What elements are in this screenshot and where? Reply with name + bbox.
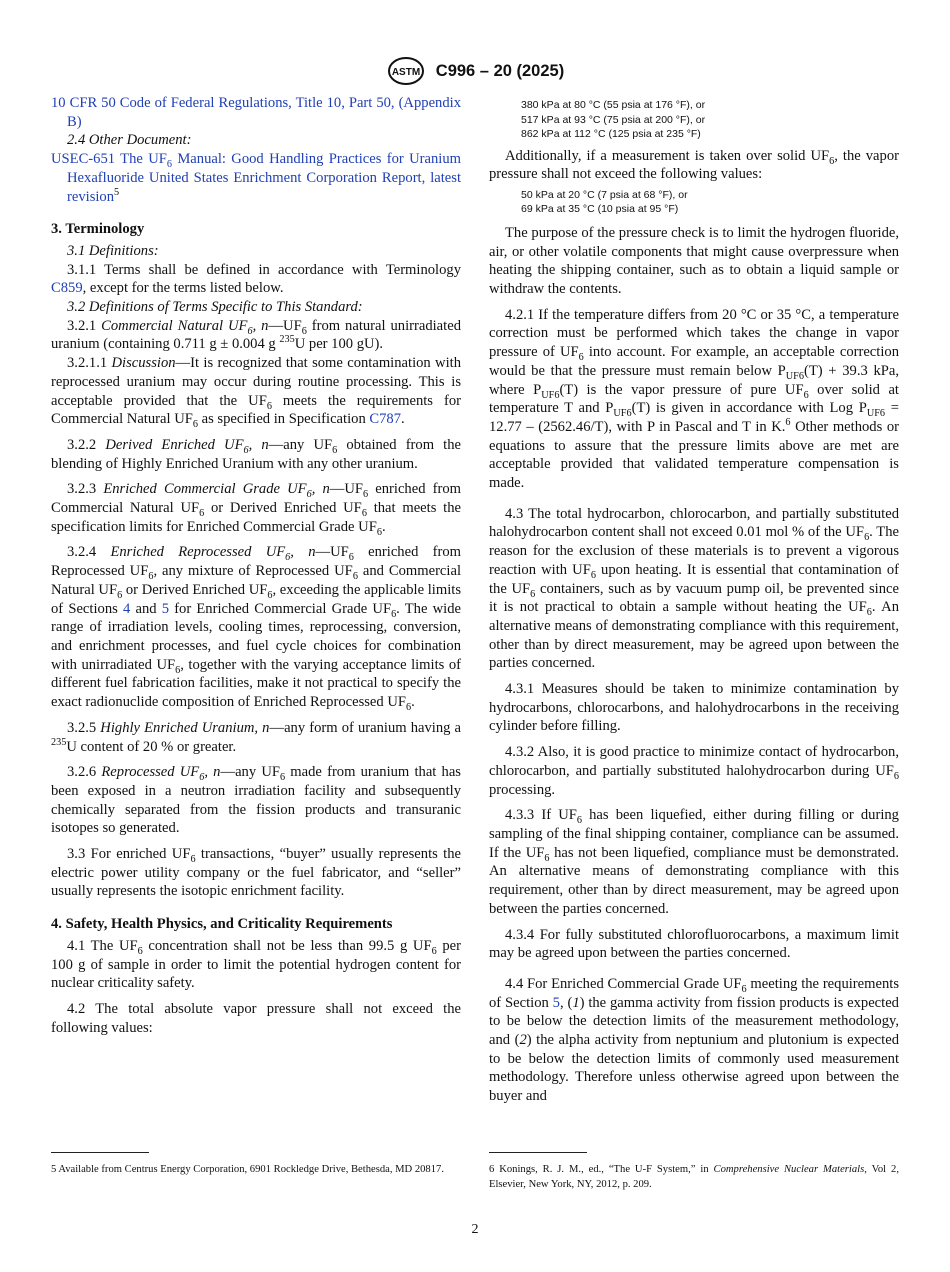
c859-link[interactable]: C859 [51,280,83,297]
section-4-heading: 4. Safety, Health Physics, and Criticality Requirements [51,916,393,933]
vapor-pressure-item: 862 kPa at 112 °C (125 psia at 235 °F) [521,128,701,140]
p4-3-4: 4.3.4 For fully substituted chlorofluorocarbons, a maximum limit may be agreed upon between the parties concerned. [489,926,899,962]
usec651-title-link[interactable]: The $UF_6$ Manual: Good Handling Practices for Uranium Hexafluoride United States Enrichment Corporation Report, latest revision [67,151,461,205]
footnote-6: 6 Konings, R. J. M., ed., “The U-F System,” in Comprehensive Nuclear Materials, Vol 2, Elsevier, New York, NY, 2012, p. 209. [489,1164,899,1190]
p4-3-1: 4.3.1 Measures should be taken to minimize contamination by hydrocarbons, chlorocarbons, and halohydrocarbons in the receiving cylinder before filling. [489,681,899,735]
p3-2: 3.2 Definitions of Terms Specific to This Standard: [67,299,363,316]
p4-1: 4.1 The $UF_6$ concentration shall not be less than 99.5 g $UF_6$ per 100 g of sample in order to limit the potential hydrogen content for nuclear criticality safety. [51,937,461,992]
p3-1-1: 3.1.1 Terms shall be defined in accordance with Terminology C859, except for the terms listed below. [51,261,461,297]
section-5-link[interactable]: 5 [161,600,170,617]
p4-3-2: 4.3.2 Also, it is good practice to minimize contact of hydrocarbon, chlorocarbon, and partially substituted halohydrocarbon during $UF_6$ processing. [489,744,899,798]
vapor-pressure-item: 517 kPa at 93 °C (75 psia at 200 °F), or [521,113,706,126]
standard-designation: C996 – 20 (2025) [435,61,565,80]
solid-uf6-intro: Additionally, if a measurement is taken over solid $UF_6$, the vapor pressure shall not exceed the following values: [489,147,899,183]
p3-2-6: 3.2.6 Reprocessed $UF_6$, n—any $UF_6$ made from uranium that has been exposed in a neutron irradiation facility and subsequently chemically separated from the fission products and transuranic isotopes so generated. [51,764,461,837]
ref-10cfr50-code-link[interactable]: 10 CFR 50 [51,95,116,111]
other-documents-heading: 2.4 Other Document: [67,132,192,149]
p4-4: 4.4 For Enriched Commercial Grade $UF_6$ meeting the requirements of Section 5, (1) the gamma activity from fission products is expected to be below the detection limits of the measurement methodology, and (2) the alpha activity from neptunium and plutonium is expected to be below the detection limits of commonly used measurement methodology. Therefore unless otherwise agreed upon between the buyer and [489,975,899,1105]
svg-text:ASTM: ASTM [391,67,420,78]
solid-pressure-list [489,188,899,217]
p3-2-1-1: 3.2.1.1 Discussion—It is recognized that some contamination with reprocessed uranium may occur during routine processing. This is acceptable provided that the $UF_6$ meets the requirements for Commercial Natural $UF_6$ as specified in Specification C787. [51,355,462,431]
vapor-pressure-item: 380 kPa at 80 °C (55 psia at 176 °F), or [521,99,706,111]
p4-2: 4.2 The total absolute vapor pressure shall not exceed the following values: [51,1000,461,1036]
c787-link[interactable]: C787 [369,411,402,428]
ref-usec651: USEC-651 The $UF_6$ Manual: Good Handling Practices for Uranium Hexafluoride United States Enrichment Corporation Report, latest revision$^5$ [51,151,461,205]
footnote-rule-right [489,1152,587,1153]
section-3-heading: 3. Terminology [51,221,145,238]
pressure-check-purpose: The purpose of the pressure check is to limit the hydrogen fluoride, air, or other volatile components that might cause overpressure when heating the shipping container, such as to obtain a liquid sample or withdraw the contents. [489,224,899,298]
p3-3: 3.3 For enriched $UF_6$ transactions, “buyer” usually represents the electric power utility company or the fuel fabricator, and “seller” usually represents the isotopic enrichment facility. [51,846,461,900]
section-5-link[interactable]: 5 [552,994,560,1011]
p4-3-3: 4.3.3 If $UF_6$ has been liquefied, either during filling or during sampling of the final shipping container, compliance can be assumed. If the $UF_6$ has not been liquefied, compliance must be demonstrated. An alternative means of demonstrating compliance with this requirement, other than by direct measurement, may be agreed upon between the parties concerned. [489,807,899,917]
usec651-code-link[interactable]: USEC-651 [51,151,116,168]
p3-2-4: 3.2.4 Enriched Reprocessed $UF_6$, $n—UF_6$ enriched from Reprocessed $UF_6$, any mixture of Reprocessed $UF_6$ and Commercial Natural $UF_6$ or Derived Enriched $UF_6$, exceeding the applicable limits of Sections 4 and 5 for Enriched Commercial Grade $UF_6$. The wide range of irradiation levels, cooling times, reprocessing, conversion, and enrichment processes, and fuel cycle choices for combination with unirradiated $UF_6$, together with the varying acceptance limits of different fuel fabrication facilities, make it not practical to specify the exact radionuclide composition of Enriched Reprocessed $UF_6$. [51,544,462,713]
ref-10cfr50-title-link[interactable]: Code of Federal Regulations, Title 10, Part 50, (Appendix B) [67,95,461,130]
left-column [51,94,461,1037]
p4-2-1: 4.2.1 If the temperature differs from 20 °C or 35 °C, a temperature correction must be performed which takes the change in vapor pressure of $UF_6$ into account. For example, an acceptable correction would be that the pressure must remain below $P_{UF6}(T) + 39.3$ kPa, where $P_{UF6}(T)$ is the vapor pressure of pure $UF_6$ over solid at temperature T and $P_{UF6}(T)$ is given in accordance with Log $P_{UF6} = 12.77 - (2562.46/T)$, with P in Pascal and T in K.$^6$ Other methods or equations to assure that the pressure limits above are met are acceptable provided that validated temperature compensation is made. [489,306,899,492]
solid-pressure-item: 69 kPa at 35 °C (10 psia at 95 °F) [521,203,679,216]
p3-2-2: 3.2.2 Derived Enriched $UF_6$, n—any $UF_6$ obtained from the blending of Highly Enriched Uranium with any other uranium. [51,436,462,472]
footnote-rule-left [51,1152,149,1153]
p3-2-5: 3.2.5 Highly Enriched Uranium, n—any form of uranium having a $^{235}$U content of 20 % or greater. [51,719,461,755]
ref-10cfr50 [51,94,461,131]
astm-logo-icon [386,56,426,86]
p3-2-3: 3.2.3 Enriched Commercial Grade $UF_6$, $n—UF_6$ enriched from Commercial Natural $UF_6$ or Derived Enriched $UF_6$ that meets the specification limits for Enriched Commercial Grade $UF_6$. [51,481,461,538]
p4-3: 4.3 The total hydrocarbon, chlorocarbon, and partially substituted halohydrocarbon content shall not exceed 0.01 mol % of the $UF_6$. The reason for the exclusion of these materials is to prevent a vigorous reaction with $UF_6$ upon heating. It is essential that contamination of the $UF_6$ containers, such as by vacuum pump oil, be prevented since it is not practical to obtain a sample without heating the $UF_6$. An alternative means of demonstrating compliance with this requirement, other than by direct measurement, may be agreed upon between the parties concerned. [489,505,900,672]
p3-2-1: 3.2.1 Commercial Natural $UF_6$, $n—UF_6$ from natural unirradiated uranium (containing 0.711 g ± 0.004 g $^{235}$U per 100 gU). [51,317,461,353]
p3-1: 3.1 Definitions: [67,242,159,259]
section-4-link[interactable]: 4 [122,600,131,617]
vapor-pressure-list [489,98,899,142]
right-column [489,98,899,1106]
footnote-5: 5 Available from Centrus Energy Corporation, 6901 Rockledge Drive, Bethesda, MD 20817. [51,1164,444,1175]
solid-pressure-item: 50 kPa at 20 °C (7 psia at 68 °F), or [521,188,688,201]
page-header [0,56,950,86]
page-number: 2 [471,1222,479,1237]
